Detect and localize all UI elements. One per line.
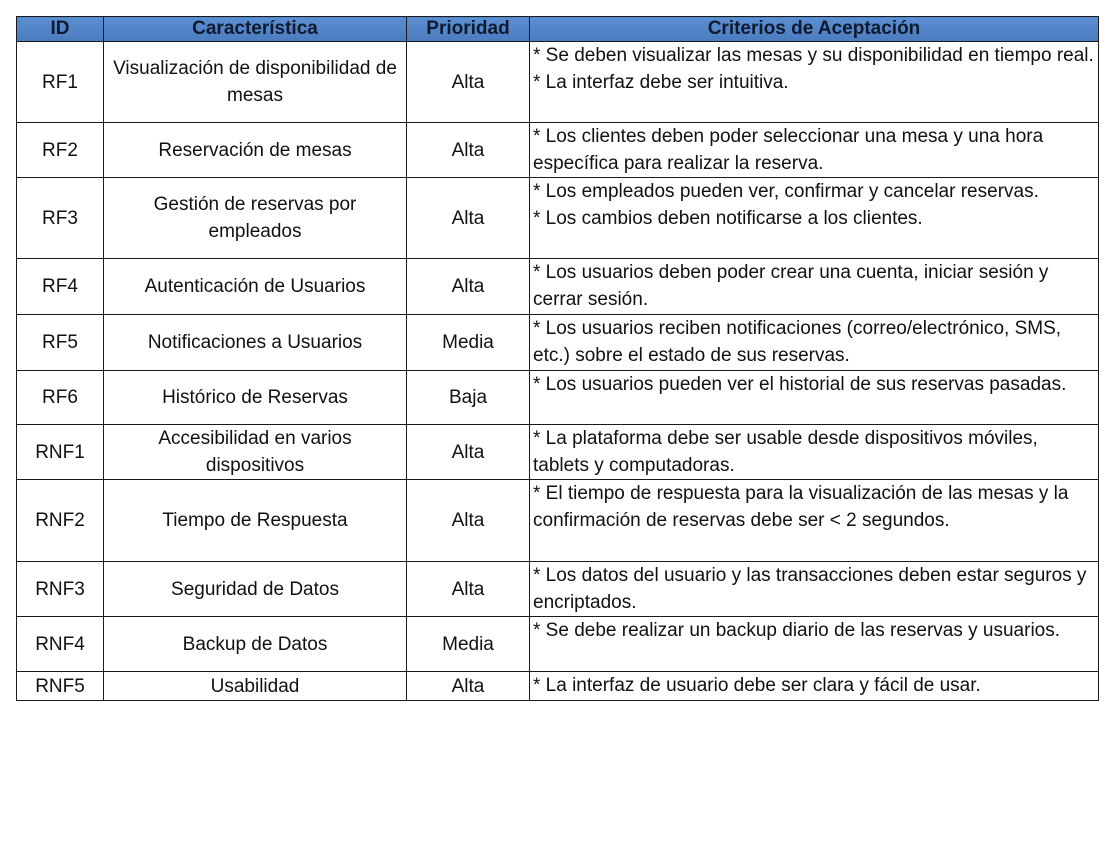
cell-id: RNF2 [17, 480, 104, 562]
requirements-table [16, 16, 1099, 701]
cell-caracteristica: Backup de Datos [104, 617, 407, 672]
cell-caracteristica: Usabilidad [104, 672, 407, 701]
cell-criterios [530, 315, 1099, 371]
cell-criterios [530, 425, 1099, 480]
cell-id: RF5 [17, 315, 104, 371]
criterio-line: * Los datos del usuario y las transacciones deben estar seguros y encriptados. [533, 565, 1087, 613]
cell-id: RNF5 [17, 672, 104, 701]
cell-criterios [530, 480, 1099, 562]
cell-criterios [530, 672, 1099, 701]
requirements-table-container [16, 16, 1099, 701]
table-row [17, 617, 1099, 672]
cell-caracteristica: Visualización de disponibilidad de mesas [104, 42, 407, 123]
cell-caracteristica: Notificaciones a Usuarios [104, 315, 407, 371]
cell-criterios [530, 178, 1099, 259]
cell-id: RF6 [17, 371, 104, 425]
cell-criterios [530, 562, 1099, 617]
table-body [17, 42, 1099, 701]
cell-prioridad: Media [407, 315, 530, 371]
header-row [17, 17, 1099, 42]
table-row [17, 259, 1099, 315]
cell-caracteristica: Reservación de mesas [104, 123, 407, 178]
criterio-line: * Se deben visualizar las mesas y su disponibilidad en tiempo real. [533, 45, 1094, 66]
criterio-line: * Se debe realizar un backup diario de las reservas y usuarios. [533, 620, 1061, 641]
header-criterios: Criterios de Aceptación [530, 17, 1099, 42]
cell-criterios [530, 259, 1099, 315]
table-row [17, 672, 1099, 701]
criterio-line: * La interfaz de usuario debe ser clara y fácil de usar. [533, 675, 981, 696]
cell-caracteristica: Autenticación de Usuarios [104, 259, 407, 315]
criterio-line: * La plataforma debe ser usable desde dispositivos móviles, tablets y computadoras. [533, 428, 1038, 476]
cell-prioridad: Alta [407, 562, 530, 617]
cell-id: RF4 [17, 259, 104, 315]
cell-id: RF3 [17, 178, 104, 259]
criterio-line: * Los cambios deben notificarse a los clientes. [533, 208, 923, 229]
cell-id: RF1 [17, 42, 104, 123]
cell-prioridad: Alta [407, 42, 530, 123]
cell-prioridad: Alta [407, 178, 530, 259]
criterio-line: * Los clientes deben poder seleccionar una mesa y una hora específica para realizar la reserva. [533, 126, 1044, 174]
criterio-line: * Los usuarios reciben notificaciones (correo/electrónico, SMS, etc.) sobre el estado de sus reservas. [533, 318, 1062, 366]
criterio-line: * Los empleados pueden ver, confirmar y cancelar reservas. [533, 181, 1039, 202]
cell-prioridad: Alta [407, 672, 530, 701]
cell-criterios [530, 617, 1099, 672]
header-prioridad: Prioridad [407, 17, 530, 42]
cell-caracteristica: Histórico de Reservas [104, 371, 407, 425]
cell-prioridad: Alta [407, 259, 530, 315]
cell-prioridad: Alta [407, 480, 530, 562]
cell-prioridad: Media [407, 617, 530, 672]
cell-id: RF2 [17, 123, 104, 178]
cell-caracteristica: Gestión de reservas por empleados [104, 178, 407, 259]
table-row [17, 480, 1099, 562]
header-caracteristica: Característica [104, 17, 407, 42]
cell-prioridad: Alta [407, 123, 530, 178]
table-row [17, 425, 1099, 480]
cell-caracteristica: Seguridad de Datos [104, 562, 407, 617]
cell-caracteristica: Tiempo de Respuesta [104, 480, 407, 562]
header-id: ID [17, 17, 104, 42]
cell-criterios [530, 123, 1099, 178]
table-row [17, 315, 1099, 371]
cell-prioridad: Alta [407, 425, 530, 480]
criterio-line: * La interfaz debe ser intuitiva. [533, 72, 789, 93]
cell-criterios [530, 42, 1099, 123]
table-row [17, 123, 1099, 178]
table-row [17, 42, 1099, 123]
criterio-line: * Los usuarios pueden ver el historial de sus reservas pasadas. [533, 374, 1067, 395]
table-row [17, 371, 1099, 425]
cell-prioridad: Baja [407, 371, 530, 425]
cell-id: RNF3 [17, 562, 104, 617]
table-row [17, 562, 1099, 617]
criterio-line: * Los usuarios deben poder crear una cuenta, iniciar sesión y cerrar sesión. [533, 262, 1049, 310]
cell-id: RNF1 [17, 425, 104, 480]
cell-criterios [530, 371, 1099, 425]
table-row [17, 178, 1099, 259]
cell-id: RNF4 [17, 617, 104, 672]
criterio-line: * El tiempo de respuesta para la visualización de las mesas y la confirmación de reservas debe ser < 2 segundos. [533, 483, 1069, 531]
cell-caracteristica: Accesibilidad en varios dispositivos [104, 425, 407, 480]
